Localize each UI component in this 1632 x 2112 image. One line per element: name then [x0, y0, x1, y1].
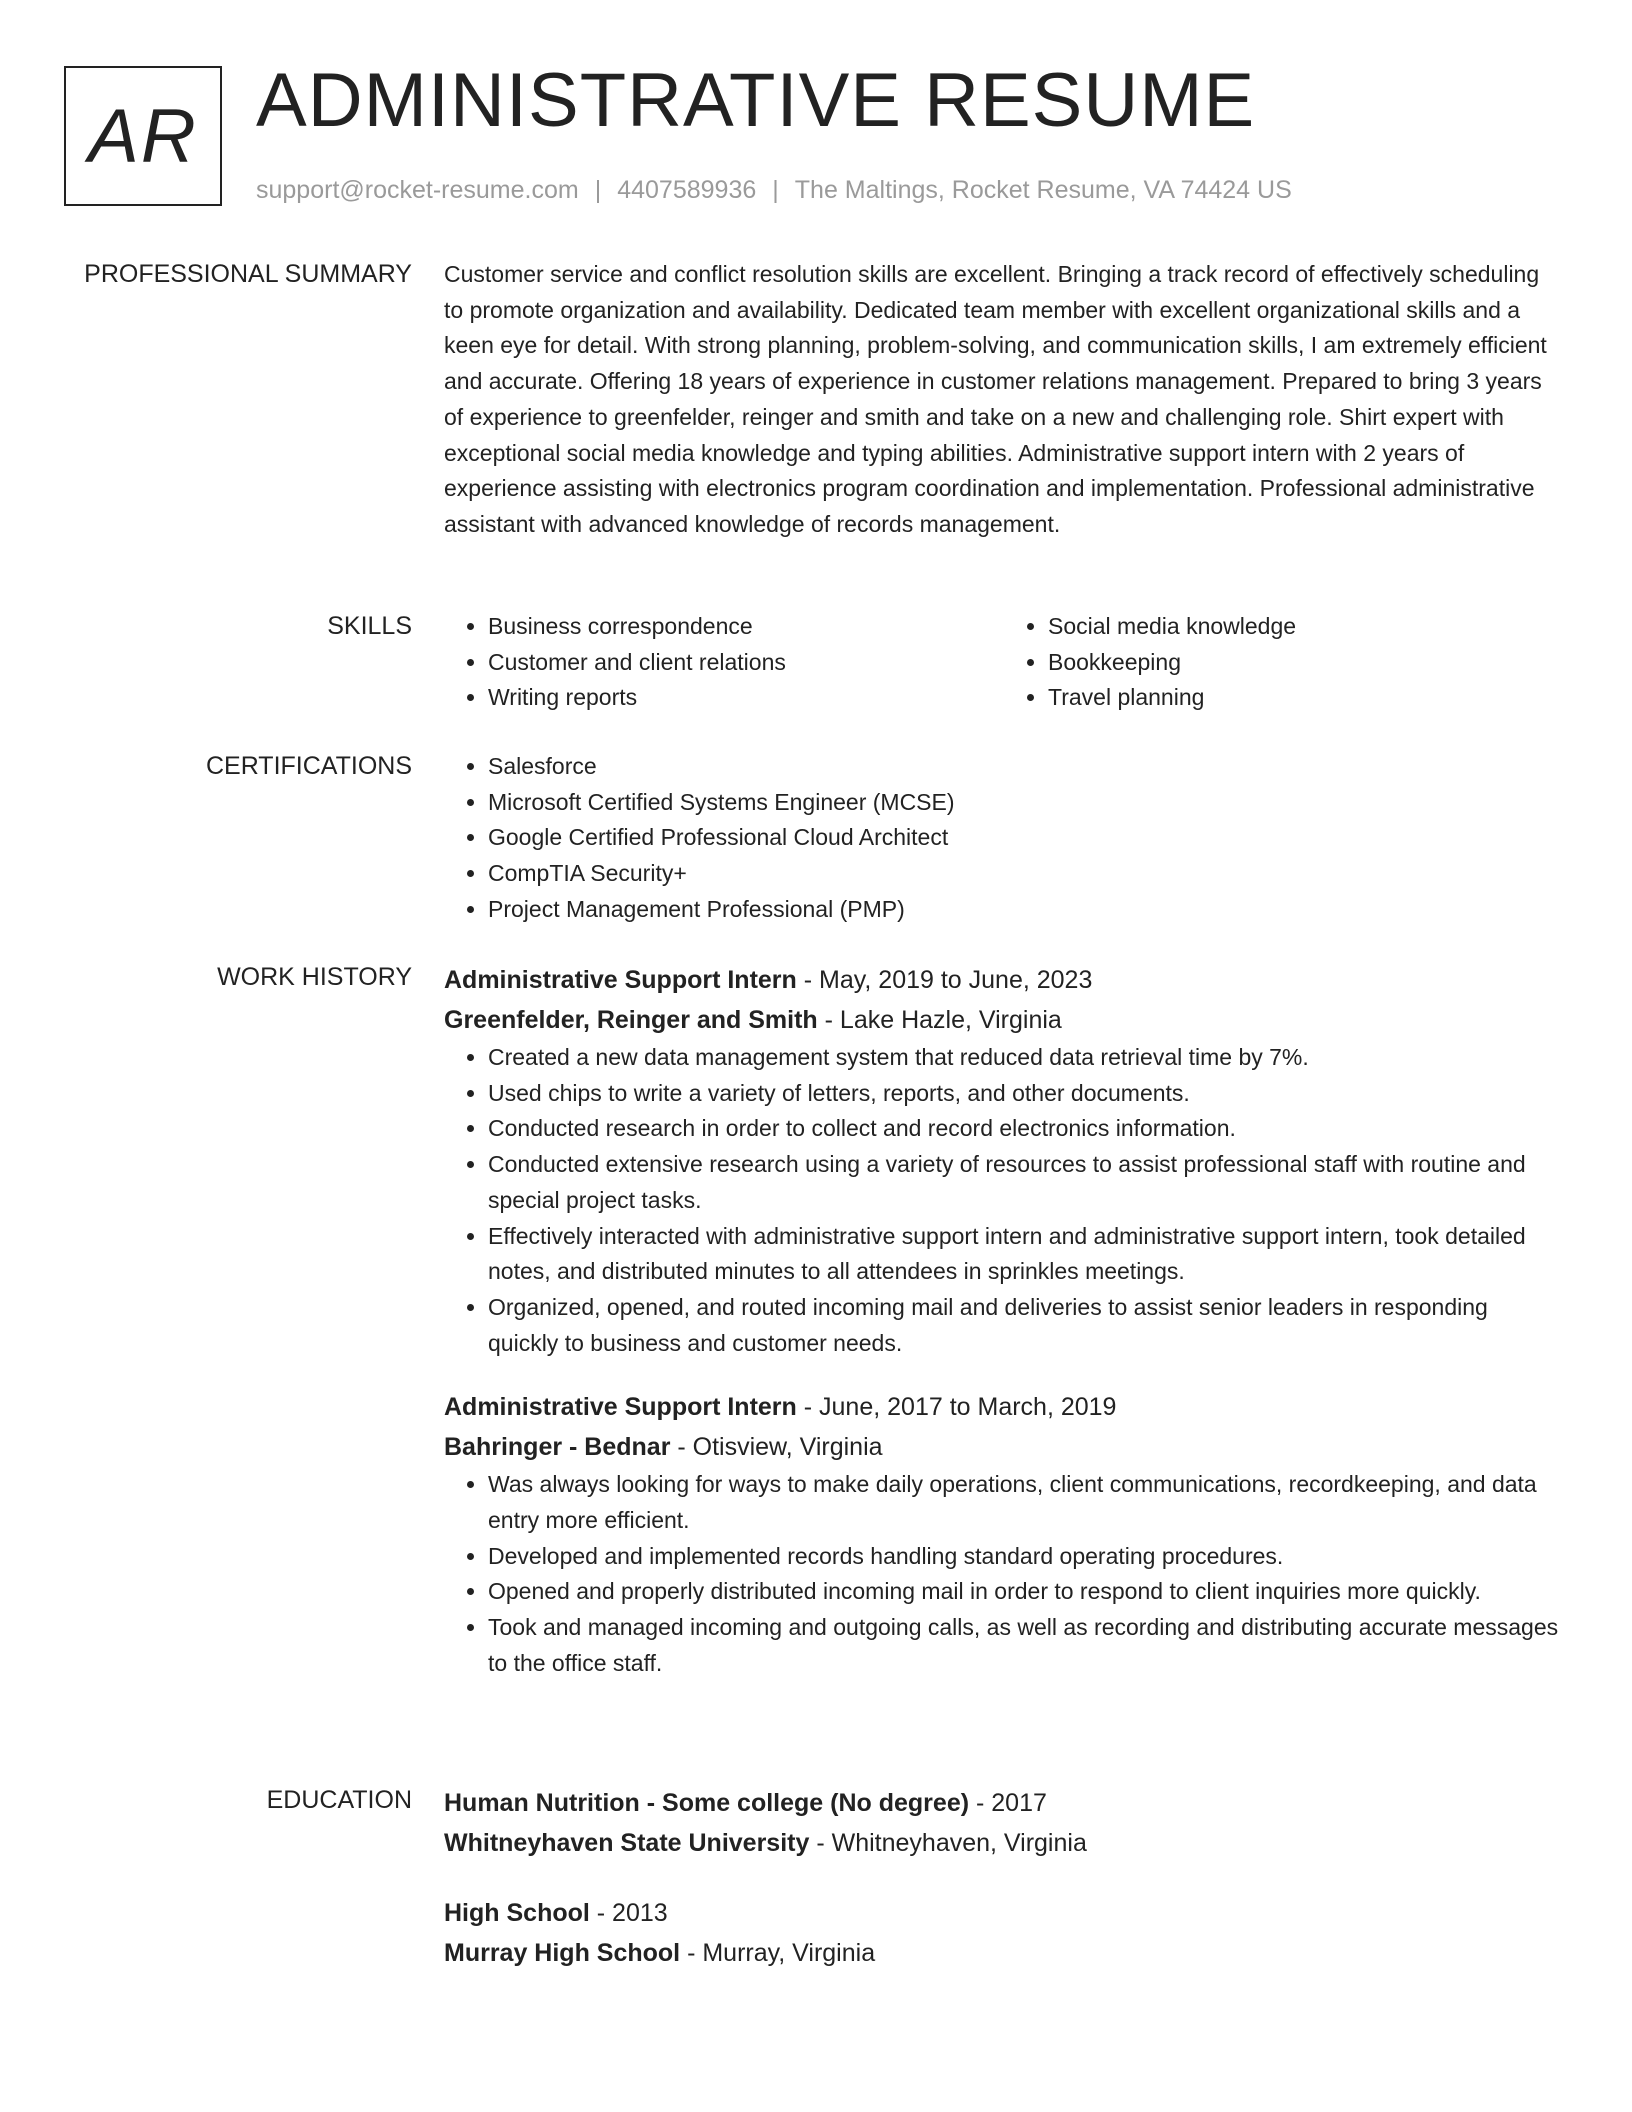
certifications-list: [444, 749, 1564, 928]
contact-phone: 4407589936: [617, 176, 757, 204]
skills-list-right: [1004, 609, 1564, 716]
education-entry: [444, 1783, 1564, 1863]
education-school-line: [444, 1823, 1564, 1863]
education-degree: High School: [444, 1899, 590, 1927]
education-entry: [444, 1893, 1564, 1973]
education-degree-line: [444, 1783, 1564, 1823]
education-year: - 2013: [589, 1899, 668, 1927]
job-company: Greenfelder, Reinger and Smith: [444, 1006, 818, 1034]
section-label-summary: PROFESSIONAL SUMMARY: [84, 260, 412, 288]
skill-item: • Bookkeeping: [1048, 645, 1564, 681]
job-bullets: [444, 1467, 1564, 1681]
job-title: Administrative Support Intern: [444, 966, 797, 994]
monogram-logo: AR: [64, 66, 222, 206]
skills-content: [444, 609, 1564, 716]
skill-item: • Business correspondence: [488, 609, 1004, 645]
education-location: - Murray, Virginia: [680, 1939, 876, 1967]
job-bullet: • Used chips to write a variety of letters, reports, and other documents.: [488, 1076, 1564, 1112]
job-bullet: • Organized, opened, and routed incoming mail and deliveries to assist senior leaders in responding quickly to business and customer needs.: [488, 1290, 1564, 1361]
skill-item: • Writing reports: [488, 680, 1004, 716]
certification-item: • Microsoft Certified Systems Engineer (MCSE): [488, 785, 1564, 821]
job-title-line: [444, 1387, 1564, 1427]
section-label-certifications: CERTIFICATIONS: [205, 752, 412, 780]
job-entry: [444, 1387, 1564, 1681]
education-school: Murray High School: [444, 1939, 681, 1967]
contact-email: support@rocket-resume.com: [256, 176, 579, 204]
job-dates: - June, 2017 to March, 2019: [796, 1393, 1117, 1422]
job-bullet: • Created a new data management system that reduced data retrieval time by 7%.: [488, 1040, 1564, 1076]
job-company-line: [444, 1000, 1564, 1040]
education-school: Whitneyhaven State University: [444, 1829, 810, 1857]
summary-content: [444, 257, 1564, 543]
section-label-skills: SKILLS: [327, 612, 412, 640]
job-bullet: • Conducted research in order to collect and record electronics information.: [488, 1111, 1564, 1147]
job-bullet: • Conducted extensive research using a variety of resources to assist professional staff with routine and special project tasks.: [488, 1147, 1564, 1218]
certification-item: • CompTIA Security+: [488, 856, 1564, 892]
job-title-line: [444, 960, 1564, 1000]
job-title: Administrative Support Intern: [444, 1393, 797, 1422]
certification-item: • Project Management Professional (PMP): [488, 892, 1564, 928]
summary-text: Customer service and conflict resolution skills are excellent. Bringing a track record of effectively scheduling to promote organization and availability. Dedicated team member with excellent organizational skills and a keen eye for detail. With strong planning, problem-solving, and communication skills, I am extremely efficient and accurate. Offering 18 years of experience in customer relations management. Prepared to bring 3 years of experience to greenfelder, reinger and smith and take on a new and challenging role. Shirt expert with exceptional social media knowledge and typing abilities. Administrative support intern with 2 years of experience assisting with electronics program coordination and implementation. Professional administrative assistant with advanced knowledge of records management.: [444, 261, 1547, 537]
job-dates: - May, 2019 to June, 2023: [796, 966, 1093, 994]
education-content: [444, 1783, 1564, 1973]
certification-item: • Salesforce: [488, 749, 1564, 785]
job-bullets: [444, 1040, 1564, 1361]
education-degree: Human Nutrition - Some college (No degree): [444, 1789, 970, 1817]
work-history-content: [444, 960, 1564, 1682]
education-year: - 2017: [969, 1789, 1047, 1817]
job-bullet: • Opened and properly distributed incoming mail in order to respond to client inquiries more quickly.: [488, 1574, 1564, 1610]
certifications-content: [444, 749, 1564, 928]
contact-separator: |: [772, 176, 779, 204]
skill-item: • Travel planning: [1048, 680, 1564, 716]
job-bullet: • Took and managed incoming and outgoing calls, as well as recording and distributing accurate messages to the office staff.: [488, 1610, 1564, 1681]
education-degree-line: [444, 1893, 1564, 1933]
job-bullet: • Was always looking for ways to make daily operations, client communications, recordkeeping, and data entry more efficient.: [488, 1467, 1564, 1538]
education-school-line: [444, 1933, 1564, 1973]
education-location: - Whitneyhaven, Virginia: [809, 1829, 1087, 1857]
section-label-work-history: WORK HISTORY: [217, 963, 412, 991]
contact-address: The Maltings, Rocket Resume, VA 74424 US: [794, 176, 1292, 204]
section-label-education: EDUCATION: [266, 1786, 412, 1814]
job-company: Bahringer - Bednar: [444, 1433, 671, 1462]
job-entry: [444, 960, 1564, 1361]
contact-separator: |: [594, 176, 602, 204]
skill-item: • Social media knowledge: [1048, 609, 1564, 645]
job-location: - Otisview, Virginia: [670, 1433, 883, 1462]
job-bullet: • Effectively interacted with administrative support intern and administrative support intern, took detailed notes, and distributed minutes to all attendees in sprinkles meetings.: [488, 1219, 1564, 1290]
certification-item: • Google Certified Professional Cloud Architect: [488, 820, 1564, 856]
skill-item: • Customer and client relations: [488, 645, 1004, 681]
job-company-line: [444, 1427, 1564, 1467]
contact-line: [256, 174, 1292, 206]
resume-name: ADMINISTRATIVE RESUME: [256, 58, 1256, 143]
skills-list-left: [444, 609, 1004, 716]
job-location: - Lake Hazle, Virginia: [817, 1006, 1062, 1034]
job-bullet: • Developed and implemented records handling standard operating procedures.: [488, 1539, 1564, 1575]
